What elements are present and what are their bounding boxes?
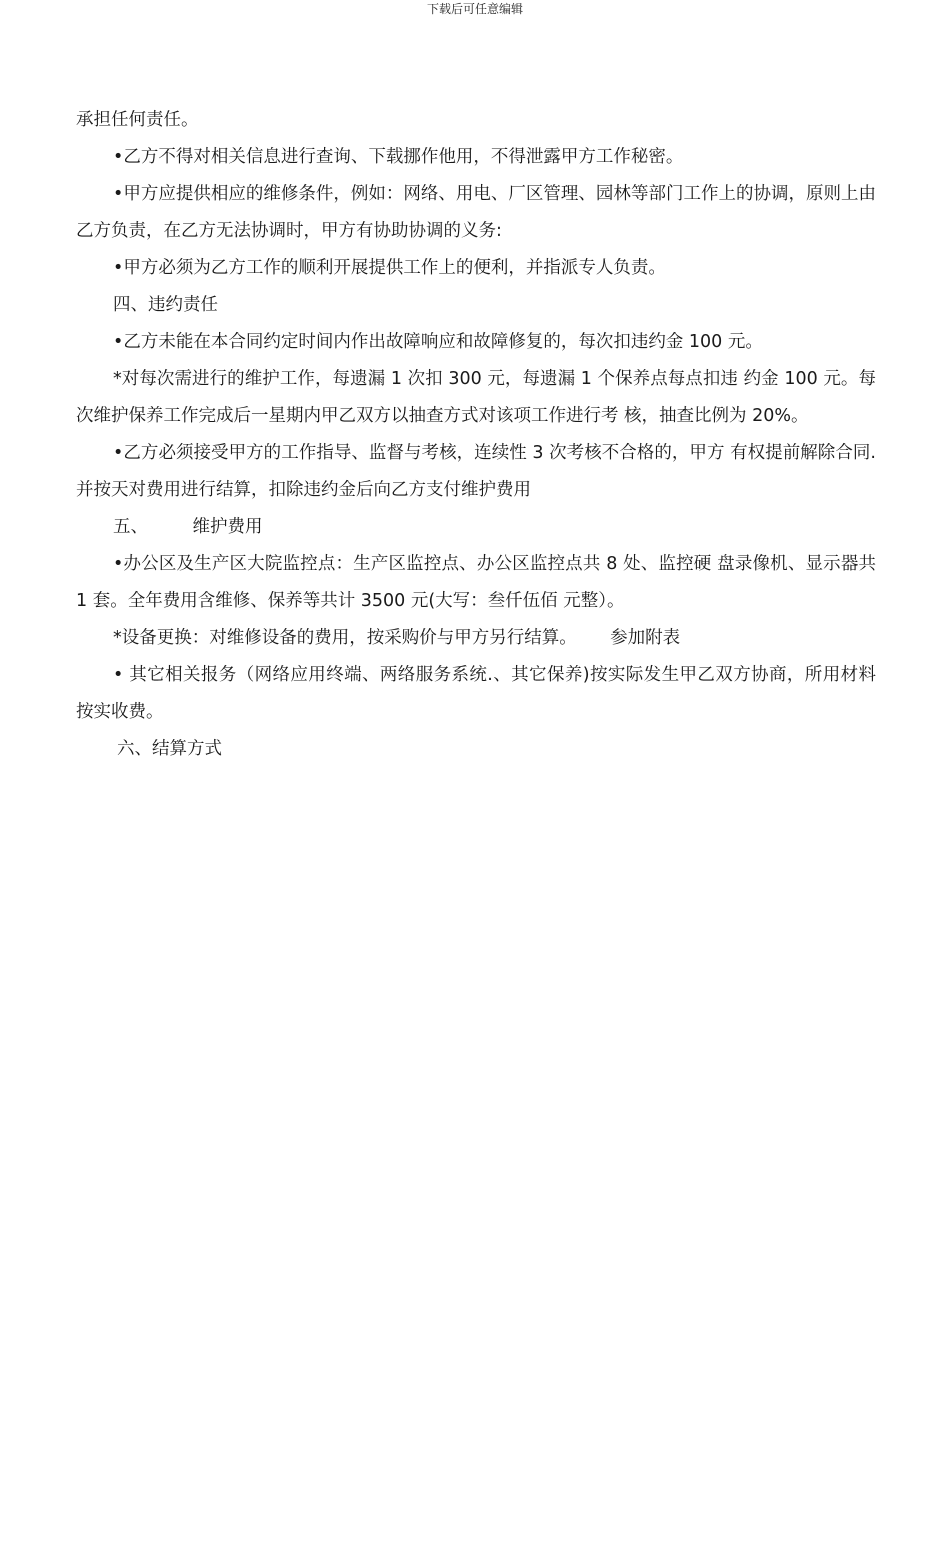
section-heading-fees: 五、 维护费用 xyxy=(113,517,263,537)
paragraph-work-convenience: •甲方必须为乙方工作的顺利开展提供工作上的便利，并指派专人负责。 xyxy=(113,258,666,278)
document-body xyxy=(76,102,876,768)
paragraph-other-services: • 其它相关报务（网络应用终端、两络服务系统.、其它保养)按实际发生甲乙双方协商，所用材料按实收费。 xyxy=(76,665,876,722)
paragraph-monitoring-fee: •办公区及生产区大院监控点：生产区监控点、办公区监控点共 8 处、监控硬 盘录像机、显示器共 1 套。全年费用含维修、保养等共计 3500 元(大写：叁仟伍佰 元整）。 xyxy=(76,554,876,611)
paragraph-omission-penalty: *对每次需进行的维护工作，每遗漏 1 次扣 300 元，每遗漏 1 个保养点每点扣违 约金 100 元。每次维护保养工作完成后一星期内甲乙双方以抽查方式对该项工作进行考 核，抽查比例为 20%。 xyxy=(76,369,876,426)
section-heading-breach: 四、违约责任 xyxy=(113,295,218,315)
paragraph-liability-end: 承担任何责任。 xyxy=(76,110,199,130)
page-header: 下载后可任意编辑 xyxy=(426,2,523,16)
paragraph-equipment-replacement: *设备更换：对维修设备的费用，按采购价与甲方另行结算。 参加附表 xyxy=(113,628,681,648)
paragraph-repair-conditions: •甲方应提供相应的维修条件，例如：网络、用电、厂区管理、园林等部门工作上的协调，原则上由乙方负责，在乙方无法协调时，甲方有协助协调的义务: xyxy=(76,184,876,241)
paragraph-response-penalty: •乙方未能在本合同约定时间内作出故障响应和故障修复的，每次扣违约金 100 元。 xyxy=(113,332,763,352)
paragraph-assessment: •乙方必须接受甲方的工作指导、监督与考核，连续性 3 次考核不合格的，甲方 有权提前解除合同.并按天对费用进行结算，扣除违约金后向乙方支付维护费用 xyxy=(76,443,876,500)
paragraph-confidentiality: •乙方不得对相关信息进行查询、下载挪作他用，不得泄露甲方工作秘密。 xyxy=(113,147,684,167)
section-heading-settlement: 六、结算方式 xyxy=(117,739,222,759)
